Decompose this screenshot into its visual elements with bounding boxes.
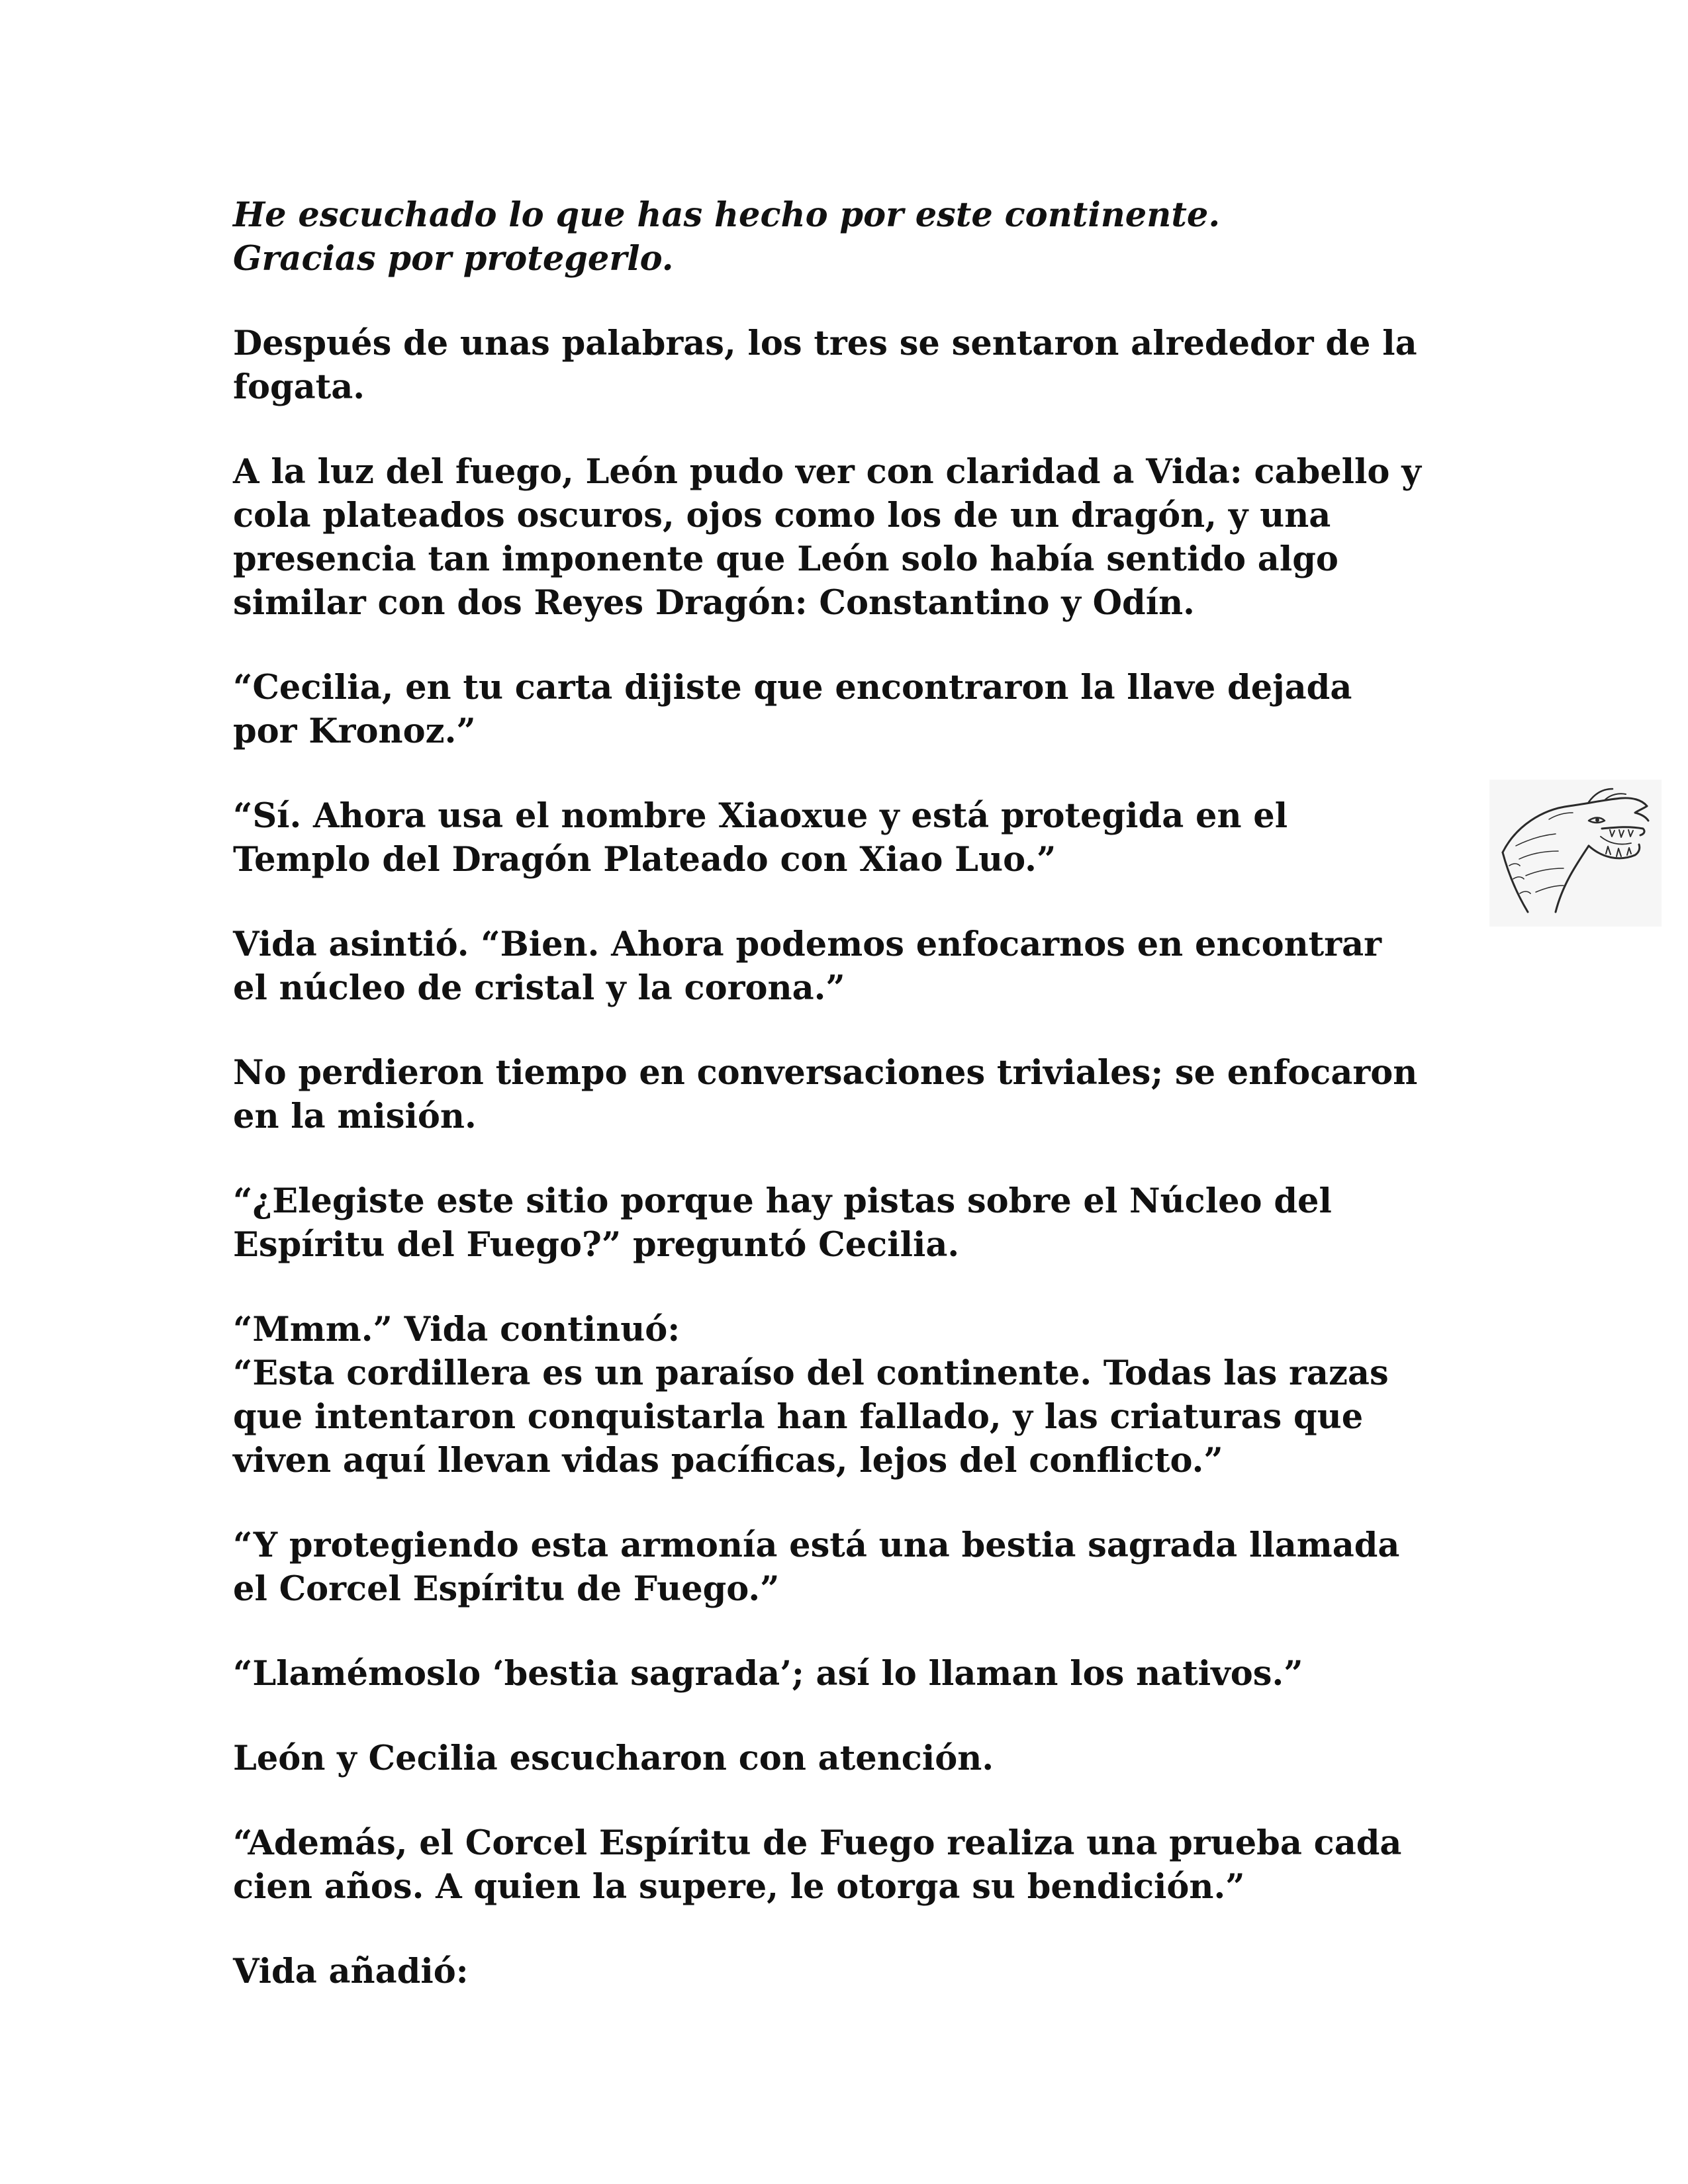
paragraph: “Llamémoslo ‘bestia sagrada’; así lo llaman los nativos.”: [233, 1654, 1303, 1694]
paragraph-italic-greeting: He escuchado lo que has hecho por este continente. Gracias por protegerlo.: [233, 195, 1221, 279]
paragraph: León y Cecilia escucharon con atención.: [233, 1739, 994, 1778]
paragraph: “Sí. Ahora usa el nombre Xiaoxue y está protegida en el Templo del Dragón Plateado con Xiao Luo.”: [233, 796, 1288, 880]
dragon-head-sketch-icon: [1489, 780, 1662, 927]
paragraph: Vida añadió:: [233, 1952, 469, 1991]
paragraph: “Y protegiendo esta armonía está una bestia sagrada llamada el Corcel Espíritu de Fuego.”: [233, 1525, 1400, 1609]
paragraph: A la luz del fuego, León pudo ver con claridad a Vida: cabello y cola plateados oscuros, ojos como los de un dragón, y una presencia tan imponente que León solo había sentido algo similar con dos Reyes Dragón: Constantino y Odín.: [233, 452, 1421, 623]
paragraph: “Además, el Corcel Espíritu de Fuego realiza una prueba cada cien años. A quien la supere, le otorga su bendición.”: [233, 1823, 1402, 1907]
paragraph: “¿Elegiste este sitio porque hay pistas sobre el Núcleo del Espíritu del Fuego?” preguntó Cecilia.: [233, 1181, 1332, 1265]
paragraph: Vida asintió. “Bien. Ahora podemos enfocarnos en encontrar el núcleo de cristal y la corona.”: [233, 925, 1382, 1008]
paragraph: “Cecilia, en tu carta dijiste que encontraron la llave dejada por Kronoz.”: [233, 668, 1352, 751]
paragraph: “Mmm.” Vida continuó: “Esta cordillera es un paraíso del continente. Todas las razas que intentaron conquistarla han fallado, y las criaturas que viven aquí llevan vidas pacíficas, lejos del conflicto.”: [233, 1310, 1389, 1480]
paragraph: Después de unas palabras, los tres se sentaron alrededor de la fogata.: [233, 324, 1417, 407]
body-text: [233, 193, 1451, 2034]
paragraph: No perdieron tiempo en conversaciones triviales; se enfocaron en la misión.: [233, 1053, 1418, 1136]
